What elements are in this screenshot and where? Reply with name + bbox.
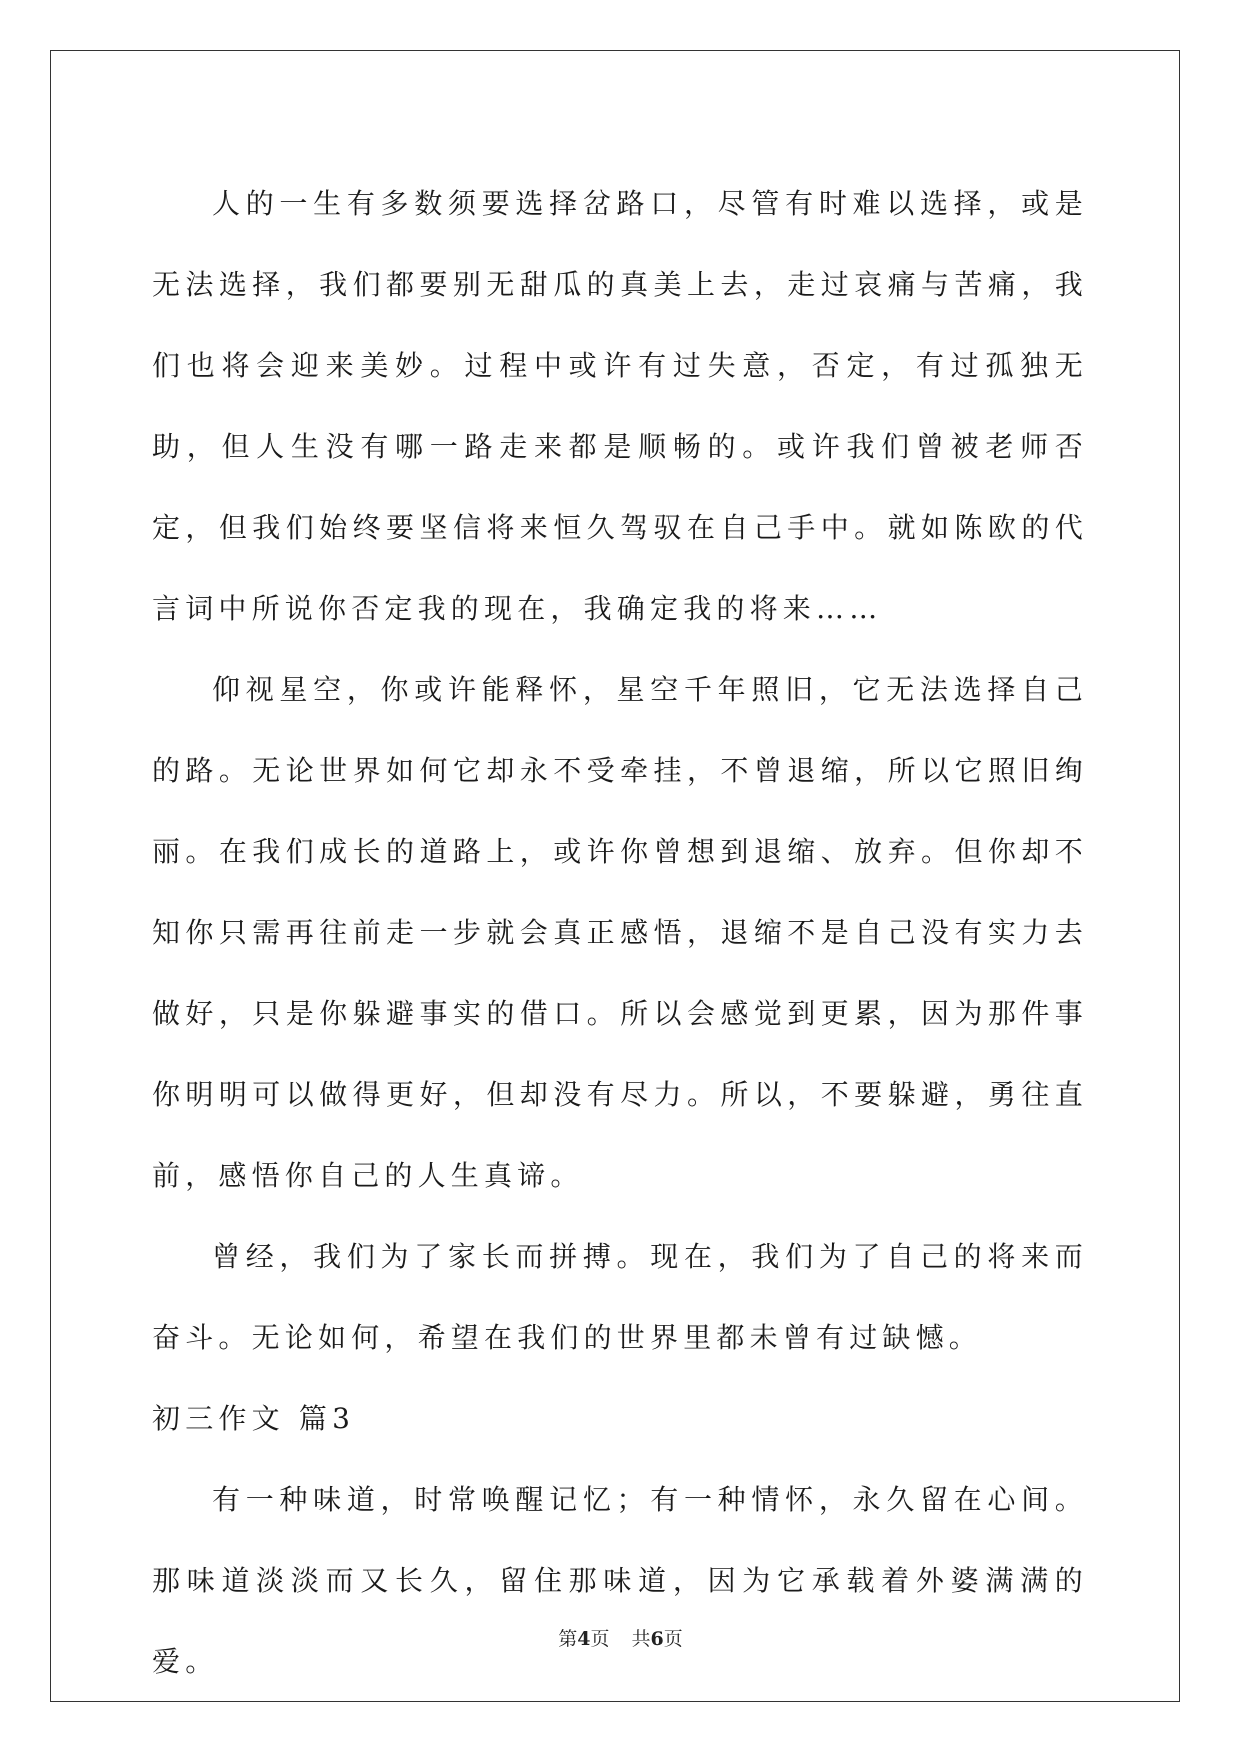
total-suffix: 页 [663, 1628, 683, 1650]
document-body [152, 163, 1088, 1702]
current-page-number: 4 [577, 1628, 591, 1650]
section-label: 篇 [298, 1402, 333, 1435]
paragraph: 仰视星空，你或许能释怀，星空千年照旧，它无法选择自己的路。无论世界如何它却永不受牵挂，不曾退缩，所以它照旧绚丽。在我们成长的道路上，或许你曾想到退缩、放弃。但你却不知你只需再往前走一步就会真正感悟，退缩不是自己没有实力去做好，只是你躲避事实的借口。所以会感觉到更累，因为那件事你明明可以做得更好，但却没有尽力。所以，不要躲避，勇往直前，感悟你自己的人生真谛。 [152, 673, 1088, 1192]
section-title: 初三作文 [152, 1402, 285, 1435]
section-heading [152, 1378, 1088, 1459]
paragraph: 人的一生有多数须要选择岔路口，尽管有时难以选择，或是无法选择，我们都要别无甜瓜的真美上去，走过哀痛与苦痛，我们也将会迎来美妙。过程中或许有过失意，否定，有过孤独无助，但人生没有哪一路走来都是顺畅的。或许我们曾被老师否定，但我们始终要坚信将来恒久驾驭在自己手中。就如陈欧的代言词中所说你否定我的现在，我确定我的将来…… [152, 187, 1088, 625]
page-footer [0, 1624, 1241, 1651]
paragraph: 有一种味道，时常唤醒记忆；有一种情怀，永久留在心间。那味道淡淡而又长久，留住那味道，因为它承载着外婆满满的爱。 [152, 1483, 1088, 1678]
page-prefix: 第 [558, 1628, 578, 1650]
section-number: 3 [332, 1402, 350, 1435]
paragraph: 曾经，我们为了家长而拼搏。现在，我们为了自己的将来而奋斗。无论如何，希望在我们的世界里都未曾有过缺憾。 [152, 1240, 1088, 1354]
total-prefix: 共 [631, 1628, 651, 1650]
page-suffix: 页 [590, 1628, 610, 1650]
total-pages-number: 6 [650, 1628, 664, 1650]
